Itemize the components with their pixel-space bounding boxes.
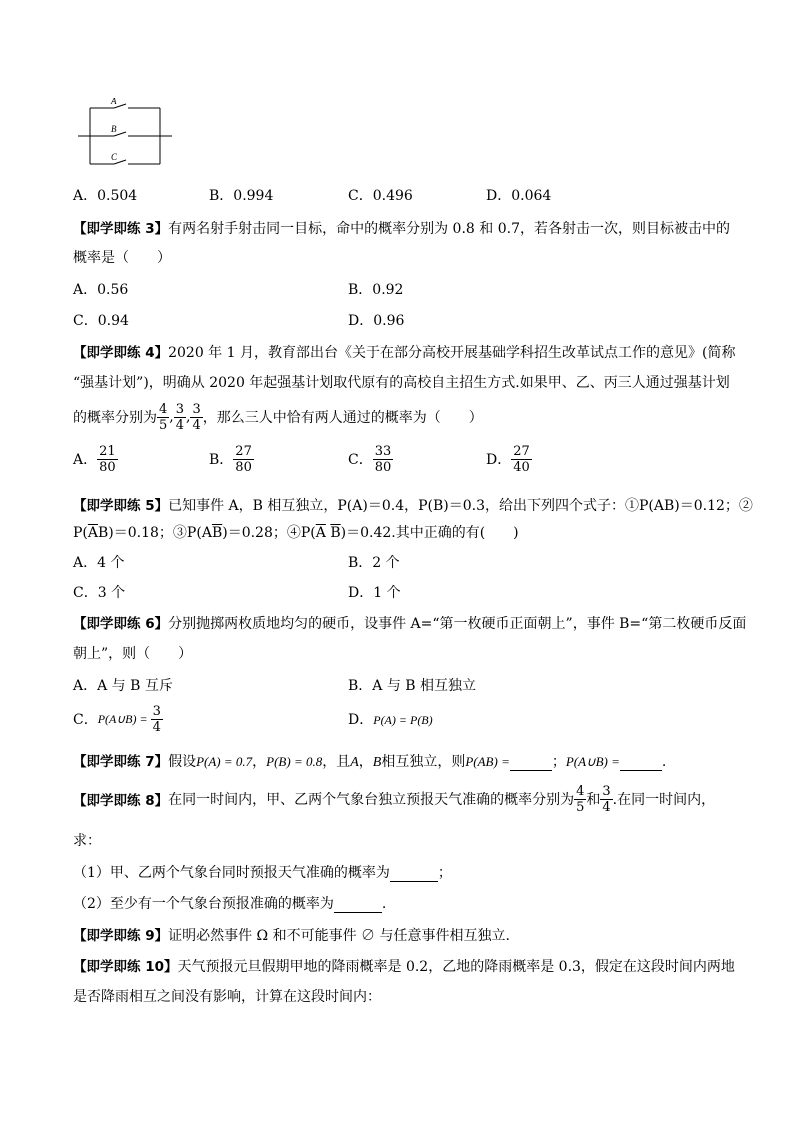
q4-tag: 【即学即练 4】 xyxy=(73,345,169,361)
q4-frac-1: $\frac{4}{5}$ xyxy=(159,401,168,433)
q5-text-1: 已知事件 A，B 相互独立，P(A)＝0.4，P(B)＝0.3，给出下列四个式子：①P(AB)＝0.12；② xyxy=(168,498,753,514)
q9-tag: 【即学即练 9】 xyxy=(73,928,169,944)
q3-option-d[interactable]: D．0.96 xyxy=(348,313,405,329)
q5-line1 xyxy=(73,494,753,515)
q7-line: 【即学即练 7】假设P(A) = 0.7，P(B) = 0.8，且A，B相互独立，则P(AB) = ；P(A∪B) = . xyxy=(73,754,667,770)
q10-line1: 【即学即练 10】天气预报元旦假期甲地的降雨概率是 0.2，乙地的降雨概率是 0.3，假定在这段时间内两地 xyxy=(73,959,735,975)
q3-line2: 概率是（ ） xyxy=(73,250,171,266)
q4-frac-3: $\frac{3}{4}$ xyxy=(192,401,201,433)
q5-line2: $P(\overline{A}B)=0.18$；$③P(A\overline{B})=0.28$；$④P(\overline{A}$ $\overline{B})=0.42$.其中正确的有( ) xyxy=(73,525,519,541)
q2-option-c[interactable]: C．0.496 xyxy=(348,188,413,204)
q3-option-b[interactable]: B．0.92 xyxy=(348,282,404,298)
q6-line1 xyxy=(73,612,746,633)
q6-option-b[interactable]: B．A 与 B 相互独立 xyxy=(348,678,477,694)
q8-sub2: （2）至少有一个气象台预报准确的概率为 . xyxy=(73,896,387,912)
q4-frac-2: $\frac{3}{4}$ xyxy=(175,401,185,433)
q6-text-1: 分别抛掷两枚质地均匀的硬币，设事件 A=“第一枚硬币正面朝上”，事件 B=“第二枚硬币反面 xyxy=(168,616,747,632)
q4-line1 xyxy=(73,341,735,362)
q3-tag: 【即学即练 3】 xyxy=(73,221,169,237)
q2-option-a[interactable]: A．0.504 xyxy=(73,188,138,204)
q7-answer-blank-1[interactable] xyxy=(510,754,552,771)
q8-answer-blank-1[interactable] xyxy=(390,865,438,882)
q6-option-c[interactable]: C． P(A∪B) = $\frac{3}{4}$ xyxy=(73,703,161,735)
q10-line2: 是否降雨相互之间没有影响，计算在这段时间内： xyxy=(73,989,381,1005)
q4-line3: 的概率分别为 $\frac{4}{5}$ , $\frac{3}{4}$ , $\frac{3}{4}$ ，那么三人中恰有两人通过的概率为（ ） xyxy=(73,401,483,433)
q3-option-a[interactable]: A．0.56 xyxy=(73,282,129,298)
q4-option-a[interactable]: A． $\frac{21}{80}$ xyxy=(73,443,116,475)
switch-label-c: C xyxy=(111,152,118,162)
q4-text-3a: 的概率分别为 xyxy=(73,410,157,426)
q6-option-a[interactable]: A．A 与 B 互斥 xyxy=(73,678,173,694)
q5-option-d[interactable]: D．1 个 xyxy=(348,585,401,601)
q5-option-c[interactable]: C．3 个 xyxy=(73,585,126,601)
q6-option-d[interactable]: D．P(A) = P(B) xyxy=(348,712,433,728)
q7-tag: 【即学即练 7】 xyxy=(73,754,169,770)
q2-option-d[interactable]: D．0.064 xyxy=(486,188,552,204)
circuit-diagram xyxy=(74,98,174,168)
q4-text-1: 2020 年 1 月，教育部出台《关于在部分高校开展基础学科招生改革试点工作的意见》(简称 xyxy=(168,345,736,361)
q3-text-1: 有两名射手射击同一目标，命中的概率分别为 0.8 和 0.7，若各射击一次，则目标被击中的 xyxy=(168,221,730,237)
q4-line2: “强基计划”)，明确从 2020 年起强基计划取代原有的高校自主招生方式.如果甲、乙、丙三人通过强基计划 xyxy=(73,375,730,391)
q3-option-c[interactable]: C．0.94 xyxy=(73,313,129,329)
q4-text-3b: ，那么三人中恰有两人通过的概率为（ ） xyxy=(202,410,483,426)
q4-option-c[interactable]: C． $\frac{33}{80}$ xyxy=(348,443,392,475)
q7-answer-blank-2[interactable] xyxy=(620,754,662,771)
q8-sub1: （1）甲、乙两个气象台同时预报天气准确的概率为 ； xyxy=(73,865,452,881)
q8-tag: 【即学即练 8】 xyxy=(73,793,169,809)
q6-tag: 【即学即练 6】 xyxy=(73,616,169,632)
q5-option-b[interactable]: B．2 个 xyxy=(348,555,400,571)
q10-tag: 【即学即练 10】 xyxy=(73,959,178,975)
q5-tag: 【即学即练 5】 xyxy=(73,498,169,514)
switch-label-b: B xyxy=(111,124,117,134)
switch-label-a: A xyxy=(111,98,117,106)
q8-line1: 【即学即练 8】 在同一时间内，甲、乙两个气象台独立预报天气准确的概率分别为 $\frac{4}{5}$ 和 $\frac{3}{4}$ .在同一时间内， xyxy=(73,783,716,815)
q3-line1 xyxy=(73,217,730,238)
q9-line: 【即学即练 9】证明必然事件 Ω 和不可能事件 ∅ 与任意事件相互独立. xyxy=(73,928,510,944)
q5-option-a[interactable]: A．4 个 xyxy=(73,555,125,571)
q8-answer-blank-2[interactable] xyxy=(334,896,382,913)
q8-line2: 求： xyxy=(73,833,101,849)
q4-option-b[interactable]: B． $\frac{27}{80}$ xyxy=(209,443,252,475)
q6-line2: 朝上”，则（ ） xyxy=(73,646,193,662)
q4-option-d[interactable]: D． $\frac{27}{40}$ xyxy=(486,443,530,475)
q2-option-b[interactable]: B．0.994 xyxy=(209,188,274,204)
